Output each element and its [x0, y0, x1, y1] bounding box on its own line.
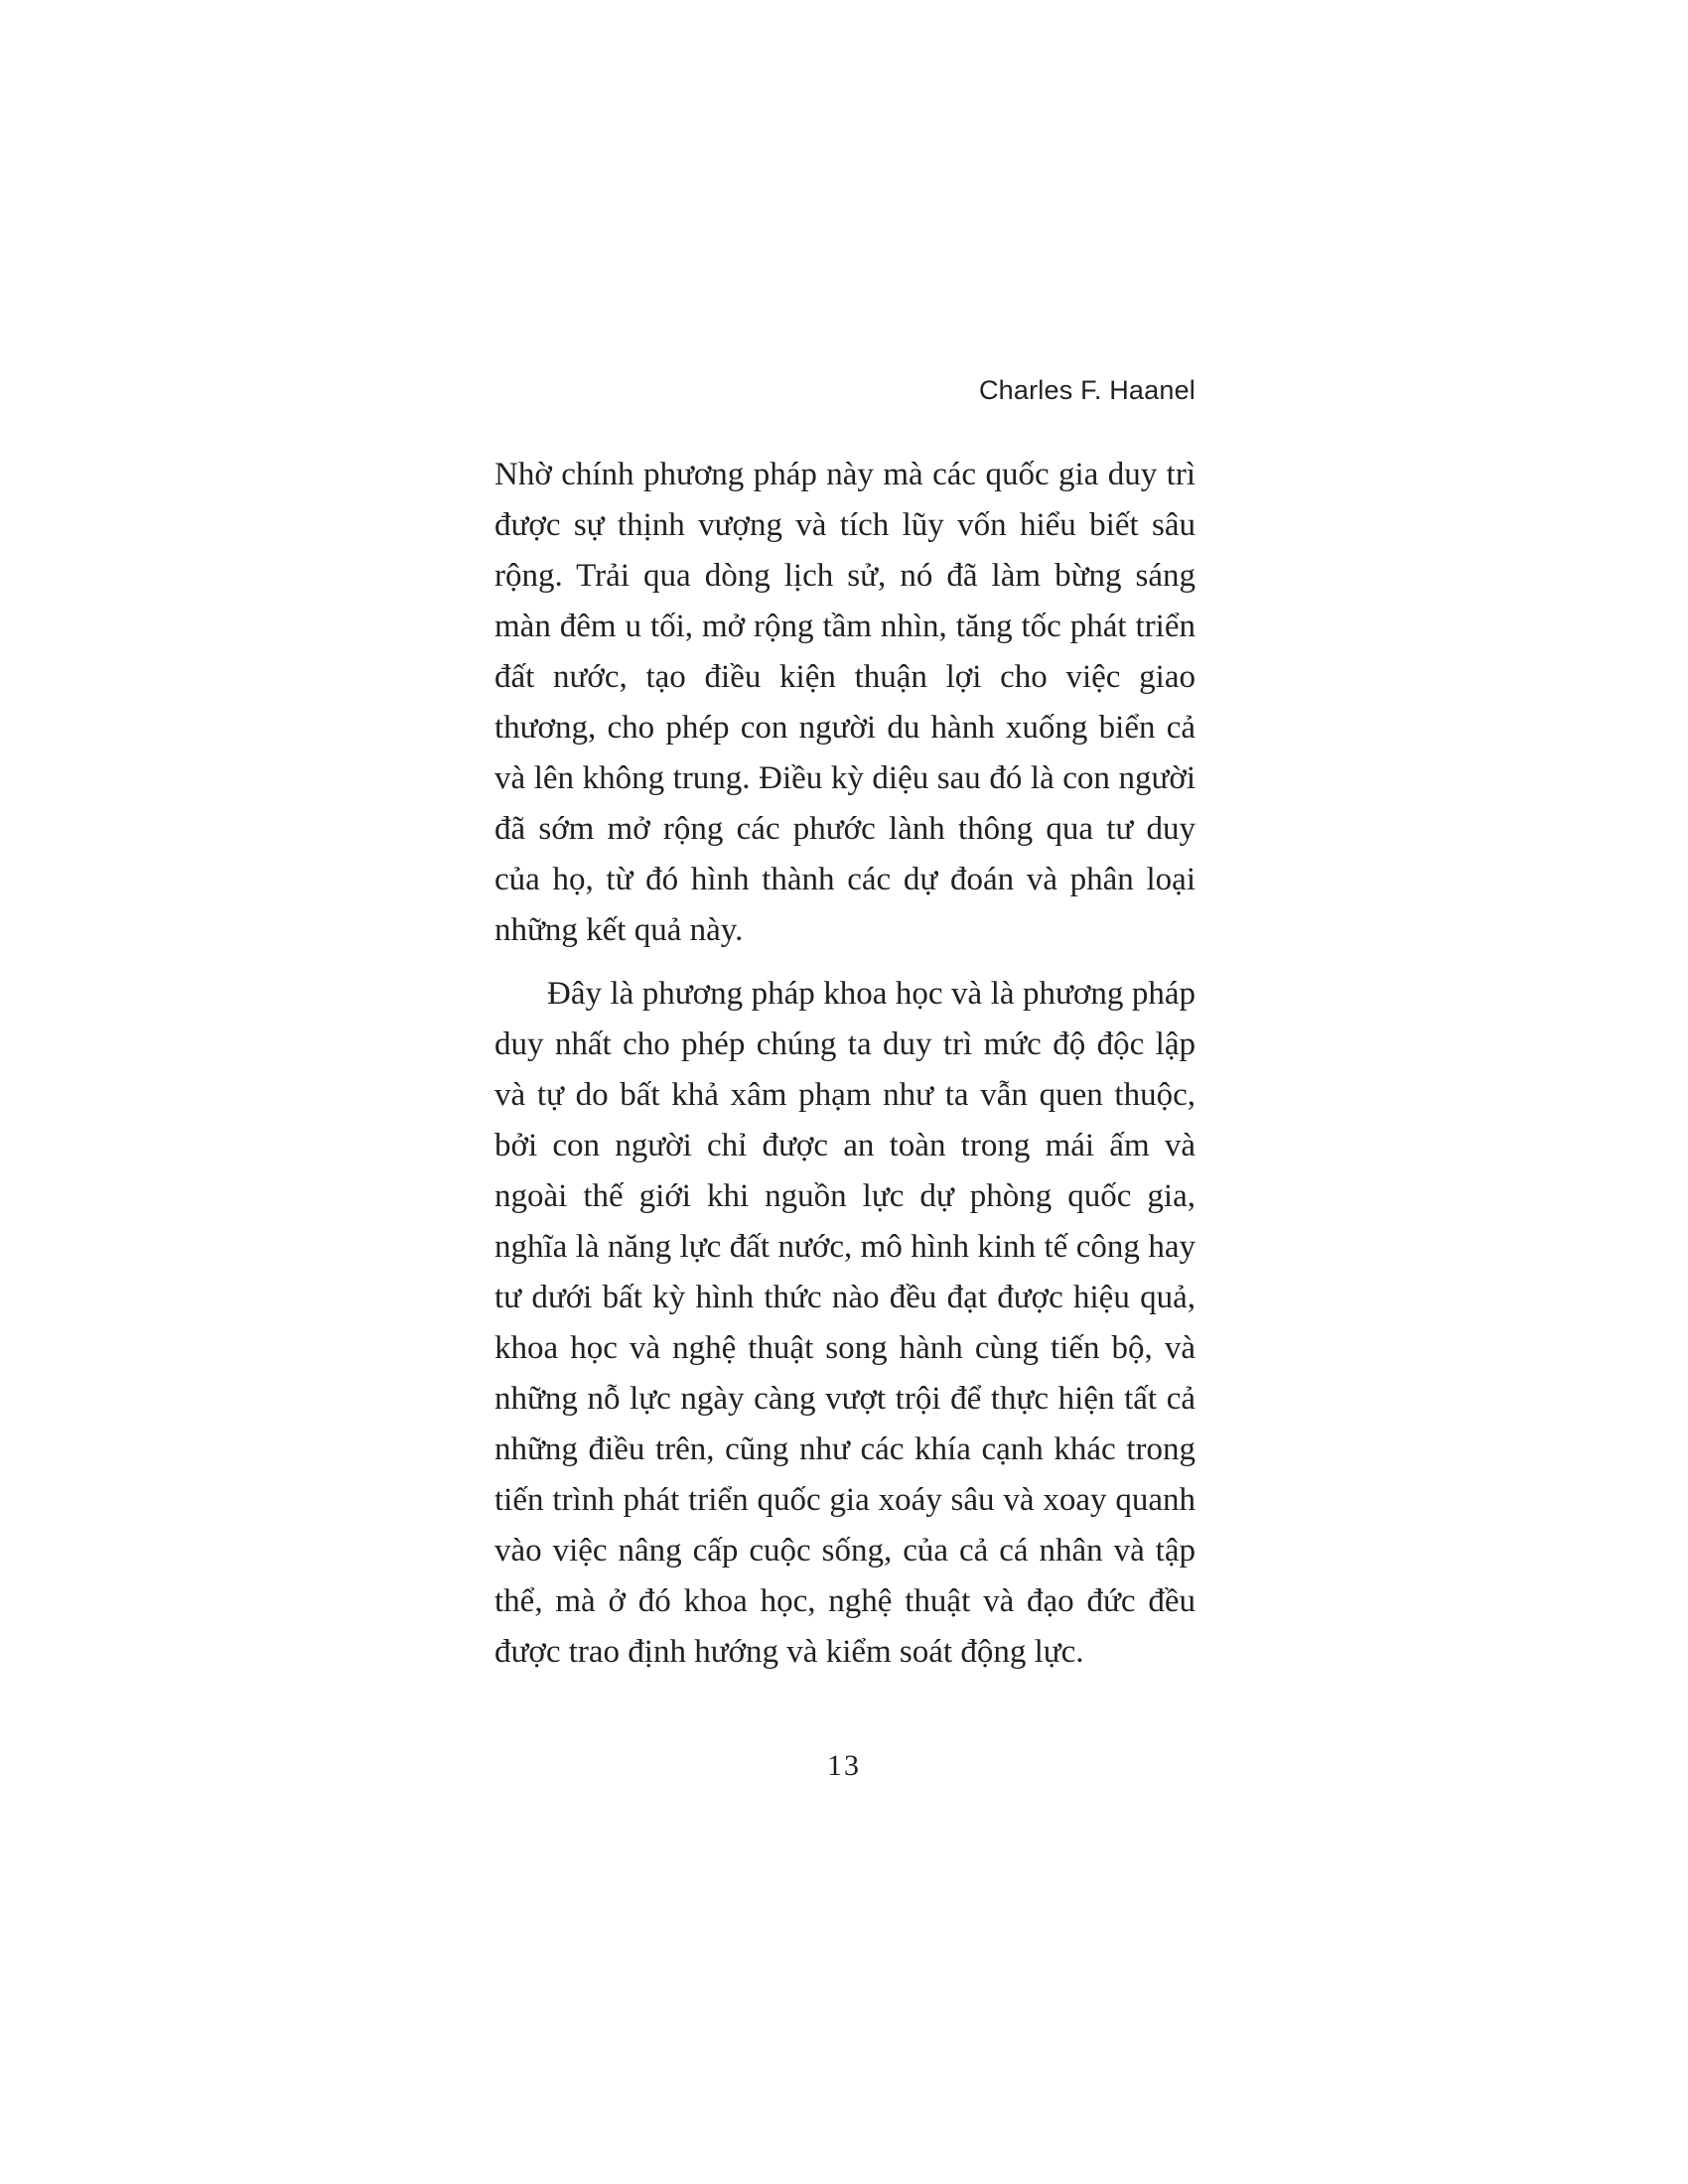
- body-text: [494, 450, 1196, 1678]
- paragraph-2: Đây là phương pháp khoa học và là phương pháp duy nhất cho phép chúng ta duy trì mức độ độc lập và tự do bất khả xâm phạm như ta vẫn quen thuộc, bởi con người chỉ được an toàn trong mái ấm và ngoài thế giới khi nguồn lực dự phòng quốc gia, nghĩa là năng lực đất nước, mô hình kinh tế công hay tư dưới bất kỳ hình thức nào đều đạt được hiệu quả, khoa học và nghệ thuật song hành cùng tiến bộ, và những nỗ lực ngày càng vượt trội để thực hiện tất cả những điều trên, cũng như các khía cạnh khác trong tiến trình phát triển quốc gia xoáy sâu và xoay quanh vào việc nâng cấp cuộc sống, của cả cá nhân và tập thể, mà ở đó khoa học, nghệ thuật và đạo đức đều được trao định hướng và kiểm soát động lực.: [494, 976, 1196, 1670]
- page-number: 13: [827, 1749, 861, 1782]
- paragraph-1: Nhờ chính phương pháp này mà các quốc gia duy trì được sự thịnh vượng và tích lũy vốn hiểu biết sâu rộng. Trải qua dòng lịch sử, nó đã làm bừng sáng màn đêm u tối, mở rộng tầm nhìn, tăng tốc phát triển đất nước, tạo điều kiện thuận lợi cho việc giao thương, cho phép con người du hành xuống biển cả và lên không trung. Điều kỳ diệu sau đó là con người đã sớm mở rộng các phước lành thông qua tư duy của họ, từ đó hình thành các dự đoán và phân loại những kết quả này.: [494, 457, 1196, 948]
- running-header-author: Charles F. Haanel: [978, 375, 1196, 405]
